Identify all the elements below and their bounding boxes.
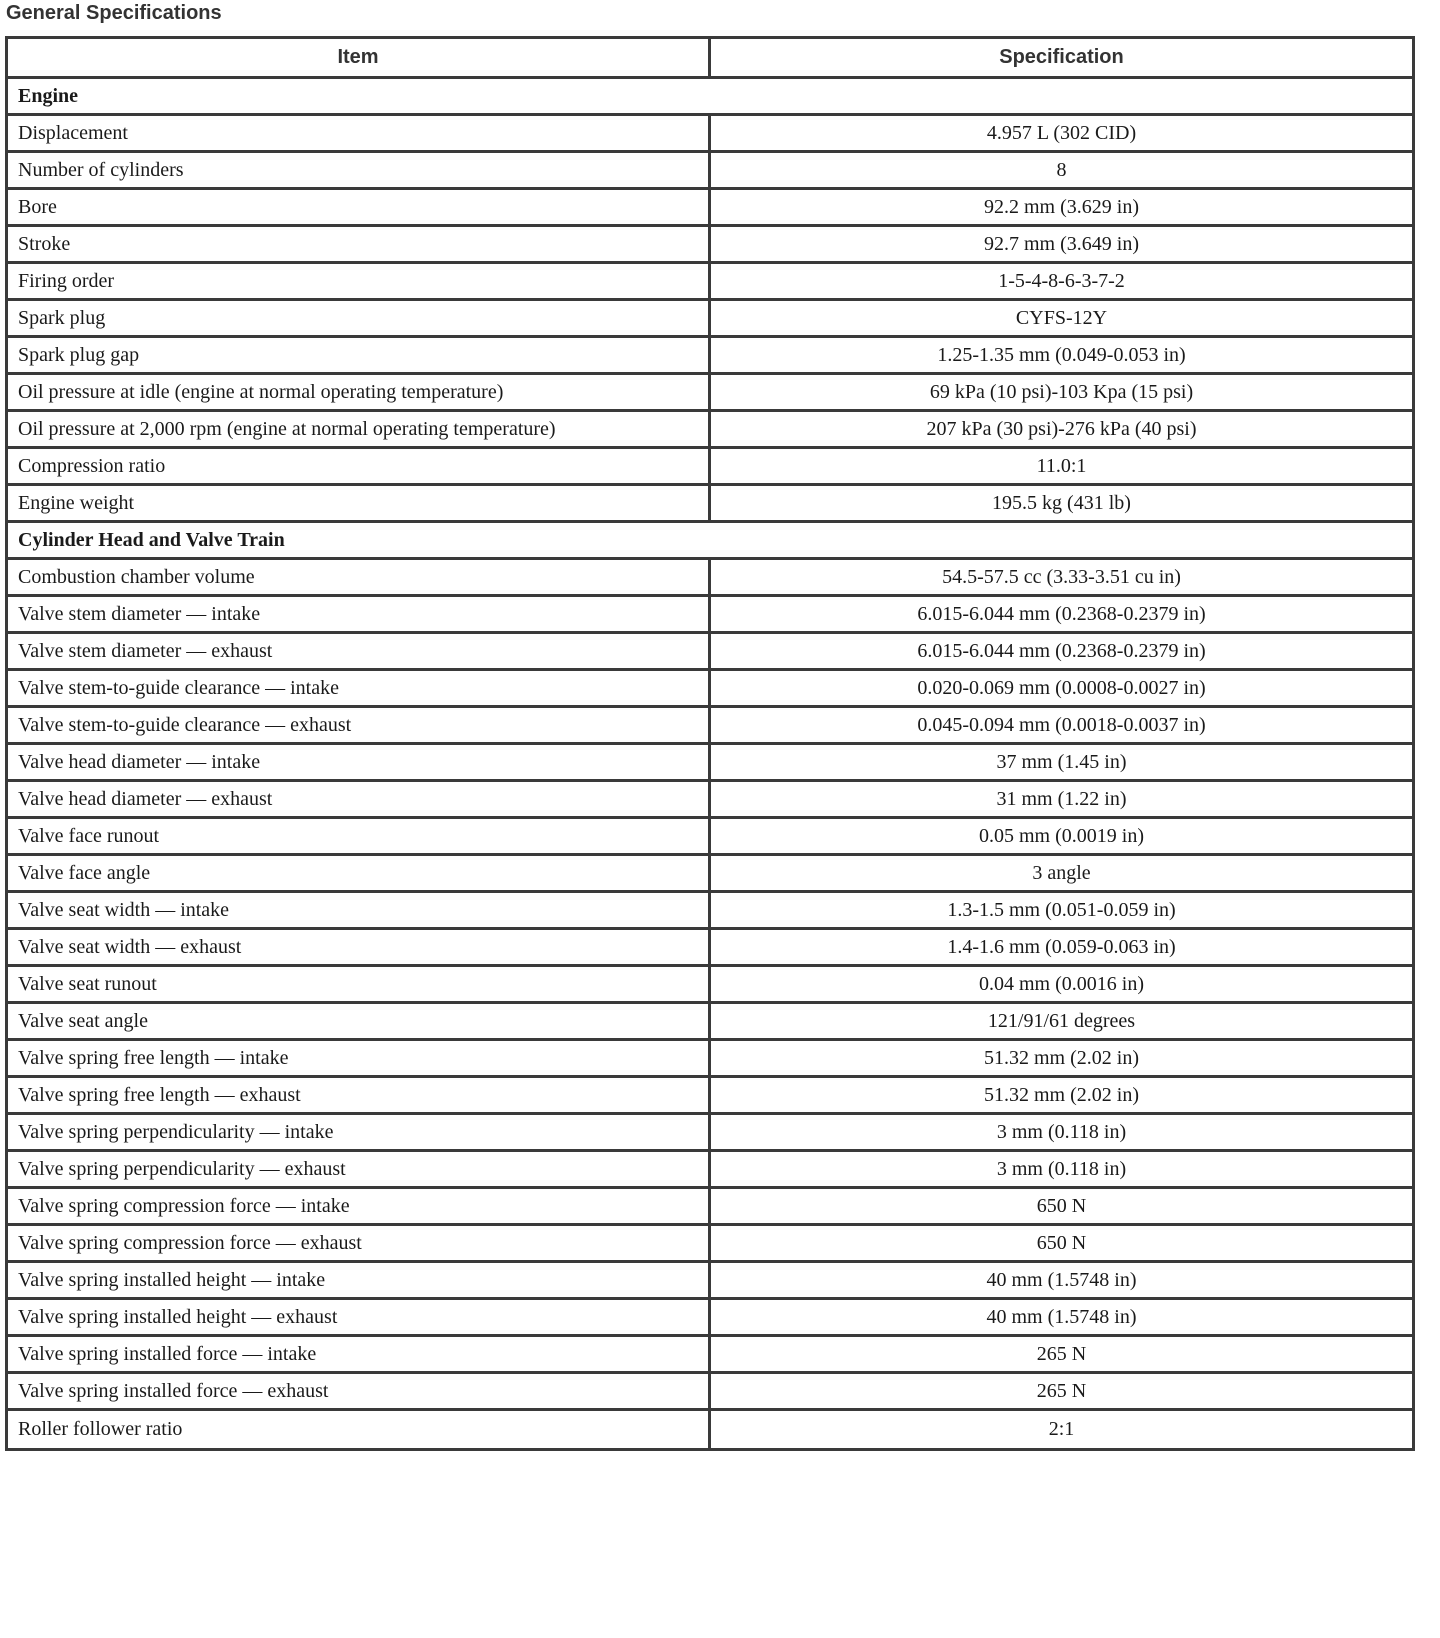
specification-cell: 1.3-1.5 mm (0.051-0.059 in) xyxy=(711,893,1412,930)
specification-cell: 3 mm (0.118 in) xyxy=(711,1115,1412,1152)
table-row xyxy=(8,338,1412,375)
specification-cell: 265 N xyxy=(711,1374,1412,1411)
specification-cell: 51.32 mm (2.02 in) xyxy=(711,1078,1412,1115)
item-cell: Valve stem diameter — exhaust xyxy=(8,634,711,671)
item-cell: Valve spring perpendicularity — intake xyxy=(8,1115,711,1152)
table-row xyxy=(8,1374,1412,1411)
specifications-table xyxy=(5,36,1415,1451)
table-row xyxy=(8,116,1412,153)
item-cell: Valve seat width — intake xyxy=(8,893,711,930)
table-row xyxy=(8,1226,1412,1263)
table-row xyxy=(8,893,1412,930)
item-cell: Engine weight xyxy=(8,486,711,523)
item-cell: Valve stem-to-guide clearance — intake xyxy=(8,671,711,708)
table-row xyxy=(8,1411,1412,1448)
item-cell: Valve spring compression force — intake xyxy=(8,1189,711,1226)
specification-cell: 1.25-1.35 mm (0.049-0.053 in) xyxy=(711,338,1412,375)
specification-cell: 37 mm (1.45 in) xyxy=(711,745,1412,782)
specification-cell: 0.04 mm (0.0016 in) xyxy=(711,967,1412,1004)
table-row xyxy=(8,1152,1412,1189)
specification-cell: CYFS-12Y xyxy=(711,301,1412,338)
table-row xyxy=(8,819,1412,856)
item-cell: Valve stem-to-guide clearance — exhaust xyxy=(8,708,711,745)
column-header-specification: Specification xyxy=(711,39,1412,79)
specification-cell: 51.32 mm (2.02 in) xyxy=(711,1041,1412,1078)
specification-cell: 207 kPa (30 psi)-276 kPa (40 psi) xyxy=(711,412,1412,449)
table-row xyxy=(8,1300,1412,1337)
specification-cell: 1-5-4-8-6-3-7-2 xyxy=(711,264,1412,301)
table-row xyxy=(8,745,1412,782)
specification-cell: 92.2 mm (3.629 in) xyxy=(711,190,1412,227)
table-row xyxy=(8,1115,1412,1152)
table-row xyxy=(8,486,1412,523)
specification-cell: 195.5 kg (431 lb) xyxy=(711,486,1412,523)
specification-cell: 0.045-0.094 mm (0.0018-0.0037 in) xyxy=(711,708,1412,745)
item-cell: Firing order xyxy=(8,264,711,301)
table-body xyxy=(8,79,1412,1448)
table-row xyxy=(8,856,1412,893)
table-row xyxy=(8,1263,1412,1300)
specification-cell: 11.0:1 xyxy=(711,449,1412,486)
item-cell: Valve spring installed height — exhaust xyxy=(8,1300,711,1337)
item-cell: Valve head diameter — exhaust xyxy=(8,782,711,819)
section-row xyxy=(8,523,1412,560)
item-cell: Displacement xyxy=(8,116,711,153)
column-header-item: Item xyxy=(8,39,711,79)
specification-cell: 650 N xyxy=(711,1226,1412,1263)
table-row xyxy=(8,301,1412,338)
page-title: General Specifications xyxy=(6,2,222,24)
item-cell: Bore xyxy=(8,190,711,227)
table-row xyxy=(8,1041,1412,1078)
specification-cell: 8 xyxy=(711,153,1412,190)
table-row xyxy=(8,153,1412,190)
specification-cell: 92.7 mm (3.649 in) xyxy=(711,227,1412,264)
item-cell: Valve spring installed height — intake xyxy=(8,1263,711,1300)
item-cell: Valve spring installed force — exhaust xyxy=(8,1374,711,1411)
table-row xyxy=(8,1189,1412,1226)
table-row xyxy=(8,1078,1412,1115)
item-cell: Valve stem diameter — intake xyxy=(8,597,711,634)
table-row xyxy=(8,671,1412,708)
table-row xyxy=(8,1337,1412,1374)
item-cell: Valve seat width — exhaust xyxy=(8,930,711,967)
item-cell: Valve spring installed force — intake xyxy=(8,1337,711,1374)
section-heading: Cylinder Head and Valve Train xyxy=(8,523,1412,560)
table-row xyxy=(8,782,1412,819)
specification-cell: 6.015-6.044 mm (0.2368-0.2379 in) xyxy=(711,597,1412,634)
item-cell: Combustion chamber volume xyxy=(8,560,711,597)
item-cell: Valve face angle xyxy=(8,856,711,893)
table-row xyxy=(8,967,1412,1004)
specification-cell: 31 mm (1.22 in) xyxy=(711,782,1412,819)
item-cell: Valve head diameter — intake xyxy=(8,745,711,782)
item-cell: Number of cylinders xyxy=(8,153,711,190)
section-heading: Engine xyxy=(8,79,1412,116)
table-row xyxy=(8,264,1412,301)
item-cell: Valve spring free length — intake xyxy=(8,1041,711,1078)
specification-cell: 265 N xyxy=(711,1337,1412,1374)
table-row xyxy=(8,597,1412,634)
item-cell: Valve spring perpendicularity — exhaust xyxy=(8,1152,711,1189)
specification-cell: 69 kPa (10 psi)-103 Kpa (15 psi) xyxy=(711,375,1412,412)
item-cell: Valve seat angle xyxy=(8,1004,711,1041)
table-row xyxy=(8,227,1412,264)
specification-cell: 6.015-6.044 mm (0.2368-0.2379 in) xyxy=(711,634,1412,671)
specification-cell: 121/91/61 degrees xyxy=(711,1004,1412,1041)
item-cell: Stroke xyxy=(8,227,711,264)
specification-cell: 3 angle xyxy=(711,856,1412,893)
section-row xyxy=(8,79,1412,116)
specification-cell: 40 mm (1.5748 in) xyxy=(711,1300,1412,1337)
item-cell: Compression ratio xyxy=(8,449,711,486)
item-cell: Oil pressure at idle (engine at normal operating temperature) xyxy=(8,375,711,412)
specification-cell: 0.05 mm (0.0019 in) xyxy=(711,819,1412,856)
specification-cell: 0.020-0.069 mm (0.0008-0.0027 in) xyxy=(711,671,1412,708)
table-row xyxy=(8,375,1412,412)
specification-cell: 650 N xyxy=(711,1189,1412,1226)
item-cell: Roller follower ratio xyxy=(8,1411,711,1448)
table-header-row xyxy=(8,39,1412,79)
specification-cell: 54.5-57.5 cc (3.33-3.51 cu in) xyxy=(711,560,1412,597)
item-cell: Spark plug gap xyxy=(8,338,711,375)
item-cell: Oil pressure at 2,000 rpm (engine at normal operating temperature) xyxy=(8,412,711,449)
item-cell: Valve face runout xyxy=(8,819,711,856)
specification-cell: 40 mm (1.5748 in) xyxy=(711,1263,1412,1300)
specification-cell: 2:1 xyxy=(1048,1418,1075,1440)
specification-cell: 3 mm (0.118 in) xyxy=(711,1152,1412,1189)
specification-cell: 4.957 L (302 CID) xyxy=(711,116,1412,153)
item-cell: Valve spring compression force — exhaust xyxy=(8,1226,711,1263)
item-cell: Valve spring free length — exhaust xyxy=(8,1078,711,1115)
table-row xyxy=(8,708,1412,745)
table-row xyxy=(8,190,1412,227)
table-row xyxy=(8,930,1412,967)
table-row xyxy=(8,634,1412,671)
table-row xyxy=(8,449,1412,486)
table-row xyxy=(8,1004,1412,1041)
item-cell: Spark plug xyxy=(8,301,711,338)
specification-cell: 1.4-1.6 mm (0.059-0.063 in) xyxy=(711,930,1412,967)
item-cell: Valve seat runout xyxy=(8,967,711,1004)
table-row xyxy=(8,560,1412,597)
table-row xyxy=(8,412,1412,449)
